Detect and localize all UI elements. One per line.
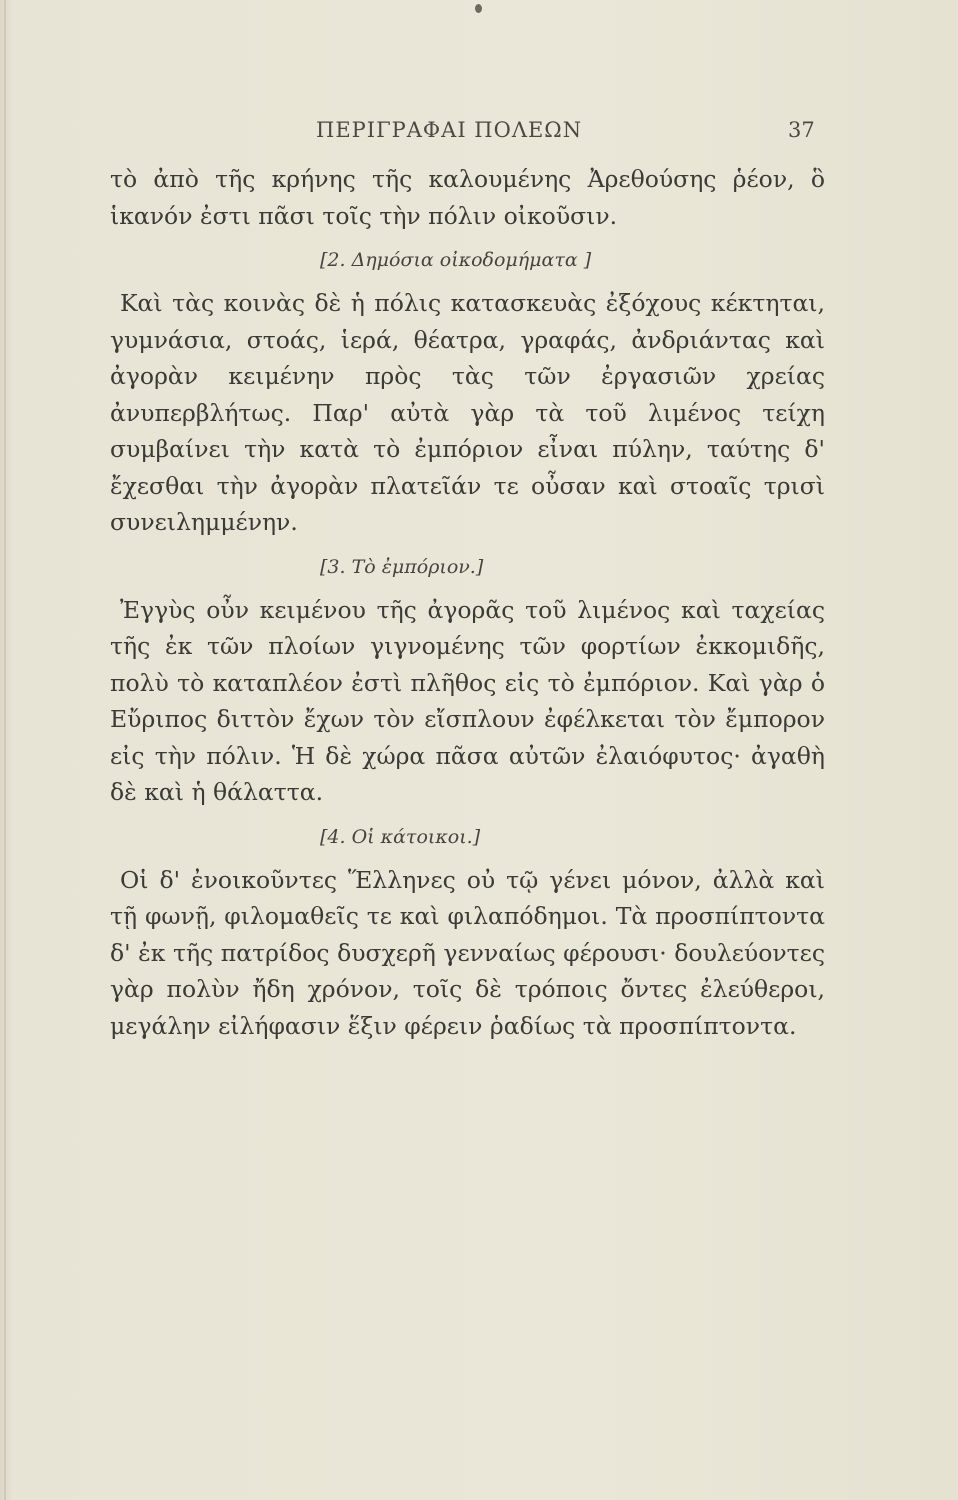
paragraph-3: Ἐγγὺς οὖν κειμένου τῆς ἀγορᾶς τοῦ λιμένος καὶ ταχείας τῆς ἐκ τῶν πλοίων γιγνομένης τῶν φορτίων ἐκκομιδῆς, πολὺ τὸ καταπλέον ἐστὶ πλῆθος εἰς τὸ ἐμπόριον. Καὶ γὰρ ὁ Εὔριπος διττὸν ἔχων τὸν εἴσπλουν ἐφέλκεται τὸν ἔμπορον εἰς τὴν πόλιν. Ἡ δὲ χώρα πᾶσα αὐτῶν ἐλαιόφυτος· ἀγαθὴ δὲ καὶ ἡ θάλαττα. [110, 595, 825, 806]
page-number: 37 [788, 118, 815, 142]
section-heading-2: [2. Δημόσια οἰκοδομήματα ] [320, 249, 592, 271]
running-title: ΠΕΡΙΓΡΑΦΑΙ ΠΟΛΕΩΝ [316, 118, 583, 142]
paragraph-2: Καὶ τὰς κοινὰς δὲ ἡ πόλις κατασκευὰς ἐξόχους κέκτηται, γυμνάσια, στοάς, ἱερά, θέατρα, γραφάς, ἀνδριάντας καὶ ἀγορὰν κειμένην πρὸς τὰς τῶν ἐργασιῶν χρείας ἀνυπερβλήτως. Παρ' αὐτὰ γὰρ τὰ τοῦ λιμένος τείχη συμβαίνει τὴν κατὰ τὸ ἐμπόριον εἶναι πύλην, ταύτης δ' ἔχεσθαι τὴν ἀγορὰν πλατεῖάν τε οὖσαν καὶ στοαῖς τρισὶ συνειλημμένην. [110, 289, 825, 536]
running-head [0, 118, 958, 148]
page-edge [4, 0, 6, 1500]
ink-spot [475, 4, 482, 13]
paragraph-4: Οἱ δ' ἐνοικοῦντες Ἕλληνες οὐ τῷ γένει μόνον, ἀλλὰ καὶ τῇ φωνῇ, φιλομαθεῖς τε καὶ φιλαπόδημοι. Τὰ προσπίπτοντα δ' ἐκ τῆς πατρίδος δυσχερῆ γενναίως φέρουσι· δουλεύοντες γὰρ πολὺν ἤδη χρόνον, τοῖς δὲ τρόποις ὄντες ἐλεύθεροι, μεγάλην εἰλήφασιν ἕξιν φέρειν ῥαδίως τὰ προσπίπτοντα. [110, 865, 825, 1040]
section-heading-4: [4. Οἱ κάτοικοι.] [320, 825, 481, 848]
text-block [110, 161, 825, 1044]
paragraph-1: τὸ ἀπὸ τῆς κρήνης τῆς καλουμένης Ἀρεθούσης ῥέον, ὃ ἱκανόν ἐστι πᾶσι τοῖς τὴν πόλιν οἰκοῦσιν. [110, 165, 825, 230]
section-heading-3: [3. Τὸ ἐμπόριον.] [320, 555, 484, 578]
